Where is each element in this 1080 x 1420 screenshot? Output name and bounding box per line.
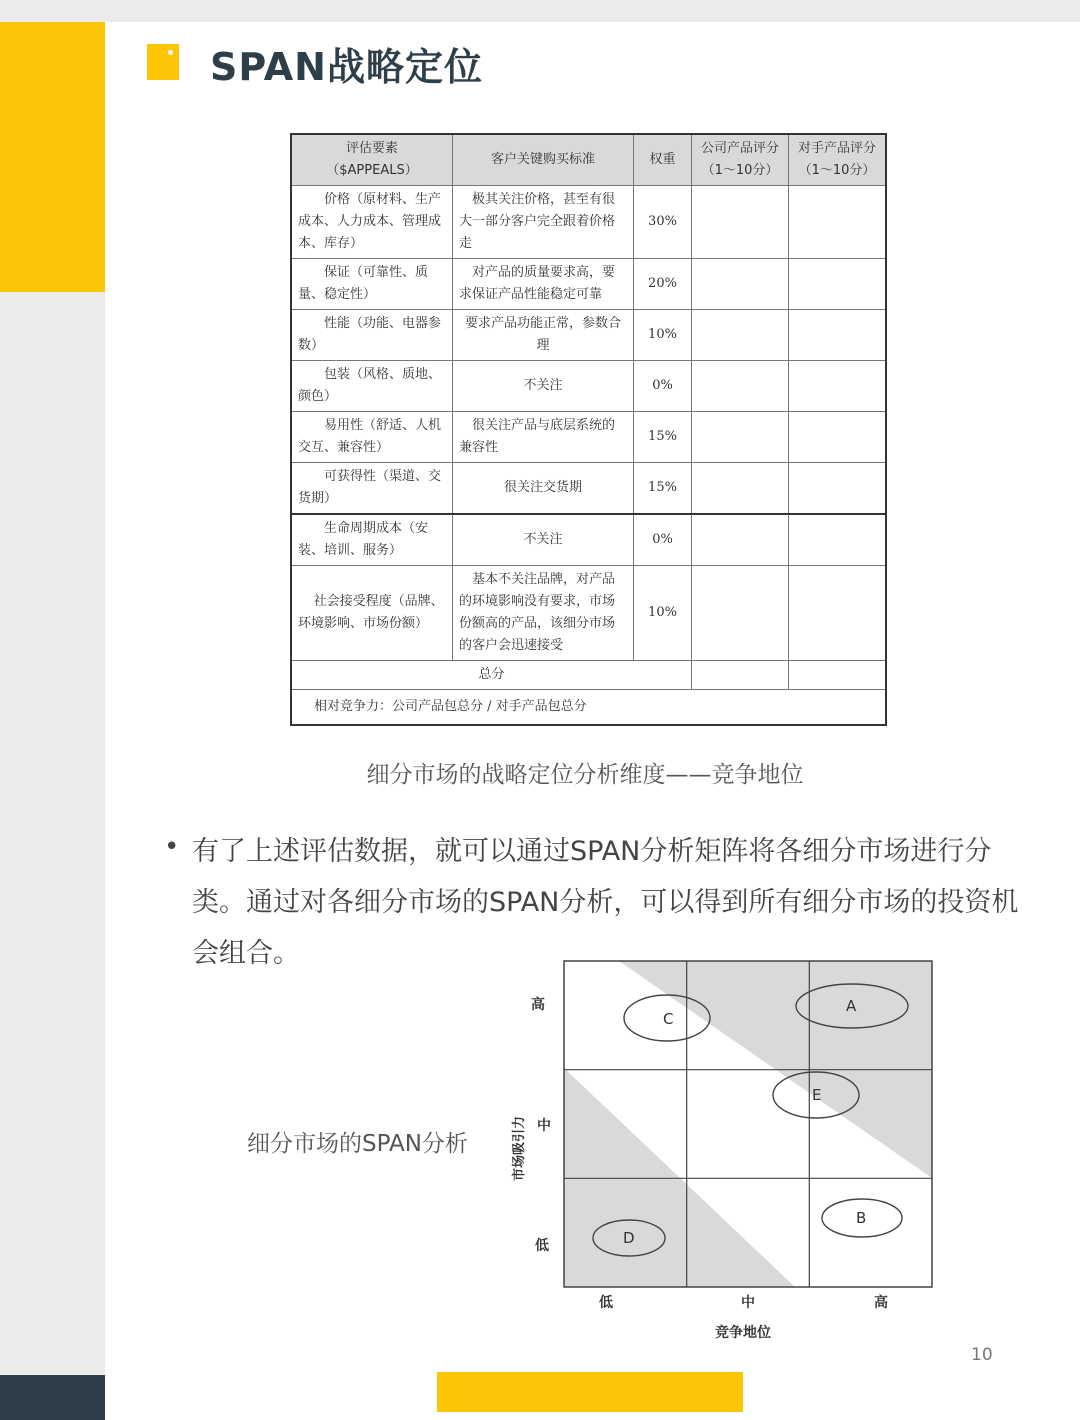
criteria-cell: 不关注: [453, 361, 634, 412]
y-tick-mid: 中: [537, 1118, 551, 1134]
y-axis-title: 市场吸引力: [512, 1115, 527, 1181]
table-row: [291, 361, 886, 412]
page-title: SPAN战略定位: [210, 45, 483, 89]
table-row: [291, 412, 886, 463]
weight-cell: 20%: [634, 259, 692, 310]
weight-cell: 10%: [634, 566, 692, 661]
bottom-accent-bar: [437, 1372, 743, 1412]
segment-b-label: B: [856, 1209, 867, 1227]
span-matrix-chart: [495, 945, 945, 1345]
appeals-evaluation-table: [290, 133, 887, 726]
competitor-score-cell: [789, 566, 887, 661]
weight-cell: 10%: [634, 310, 692, 361]
page-number: 10: [971, 1345, 993, 1365]
relative-competitiveness-cell: 相对竞争力：公司产品包总分 / 对手产品包总分: [291, 690, 886, 726]
header-competitor-score: 对手产品评分 （1～10分）: [789, 134, 887, 186]
company-score-cell: [692, 514, 789, 566]
table-total-row: [291, 661, 886, 690]
segment-a-label: A: [846, 997, 857, 1015]
competitor-score-cell: [789, 186, 887, 259]
company-score-cell: [692, 566, 789, 661]
title-marker-icon: [147, 44, 179, 80]
top-band: [0, 0, 1080, 22]
competitor-score-cell: [789, 412, 887, 463]
weight-cell: 0%: [634, 514, 692, 566]
yellow-accent-bar: [0, 22, 105, 292]
factor-cell: 价格（原材料、生产成本、人力成本、管理成本、库存）: [291, 186, 453, 259]
competitor-score-cell: [789, 310, 887, 361]
factor-cell: 易用性（舒适、人机交互、兼容性）: [291, 412, 453, 463]
factor-cell: 包装（风格、质地、颜色）: [291, 361, 453, 412]
x-axis-title: 竞争地位: [715, 1325, 771, 1341]
criteria-cell: 极其关注价格，甚至有很大一部分客户完全跟着价格走: [453, 186, 634, 259]
company-score-cell: [692, 412, 789, 463]
x-tick-high: 高: [874, 1295, 888, 1311]
y-tick-high: 高: [531, 997, 545, 1013]
header-weight: 权重: [634, 134, 692, 186]
criteria-cell: 不关注: [453, 514, 634, 566]
company-score-cell: [692, 186, 789, 259]
x-tick-low: 低: [599, 1295, 613, 1311]
competitor-score-cell: [789, 463, 887, 515]
company-total-cell: [692, 661, 789, 690]
segment-e-label: E: [812, 1086, 822, 1104]
table-row: [291, 186, 886, 259]
criteria-cell: 基本不关注品牌，对产品的环境影响没有要求，市场份额高的产品，该细分市场的客户会迅速接受: [453, 566, 634, 661]
competitor-total-cell: [789, 661, 887, 690]
bullet-dot: •: [164, 832, 180, 862]
competitor-score-cell: [789, 514, 887, 566]
competitor-score-cell: [789, 361, 887, 412]
factor-cell: 保证（可靠性、质量、稳定性）: [291, 259, 453, 310]
table-row: [291, 566, 886, 661]
competitor-score-cell: [789, 259, 887, 310]
weight-cell: 0%: [634, 361, 692, 412]
header-factor: 评估要素 （$APPEALS）: [291, 134, 453, 186]
table-header-row: [291, 134, 886, 186]
table-caption: 细分市场的战略定位分析维度——竞争地位: [366, 762, 804, 788]
table-row: [291, 514, 886, 566]
company-score-cell: [692, 310, 789, 361]
company-score-cell: [692, 463, 789, 515]
x-tick-mid: 中: [741, 1295, 755, 1311]
criteria-cell: 要求产品功能正常，参数合理: [453, 310, 634, 361]
body-paragraph: 有了上述评估数据，就可以通过SPAN分析矩阵将各细分市场进行分类。通过对各细分市场的SPAN分析，可以得到所有细分市场的投资机会组合。: [192, 836, 1019, 969]
total-label-cell: 总分: [291, 661, 692, 690]
segment-c-label: C: [663, 1010, 674, 1028]
table-row: [291, 310, 886, 361]
factor-cell: 性能（功能、电器参数）: [291, 310, 453, 361]
factor-cell: 生命周期成本（安装、培训、服务）: [291, 514, 453, 566]
criteria-cell: 很关注产品与底层系统的兼容性: [453, 412, 634, 463]
table-relative-row: [291, 690, 886, 726]
lower-shaded-region: [564, 1068, 795, 1287]
criteria-cell: 很关注交货期: [453, 463, 634, 515]
header-company-score: 公司产品评分 （1～10分）: [692, 134, 789, 186]
chart-caption: 细分市场的SPAN分析: [247, 1131, 468, 1157]
y-tick-low: 低: [535, 1238, 549, 1254]
factor-cell: 可获得性（渠道、交货期）: [291, 463, 453, 515]
dark-corner-block: [0, 1375, 105, 1420]
weight-cell: 15%: [634, 412, 692, 463]
company-score-cell: [692, 259, 789, 310]
table-row: [291, 259, 886, 310]
factor-cell: 社会接受程度（品牌、环境影响、市场份额）: [291, 566, 453, 661]
company-score-cell: [692, 361, 789, 412]
weight-cell: 30%: [634, 186, 692, 259]
weight-cell: 15%: [634, 463, 692, 515]
criteria-cell: 对产品的质量要求高，要求保证产品性能稳定可靠: [453, 259, 634, 310]
table-row: [291, 463, 886, 515]
header-criteria: 客户关键购买标准: [453, 134, 634, 186]
segment-d-label: D: [623, 1229, 635, 1247]
